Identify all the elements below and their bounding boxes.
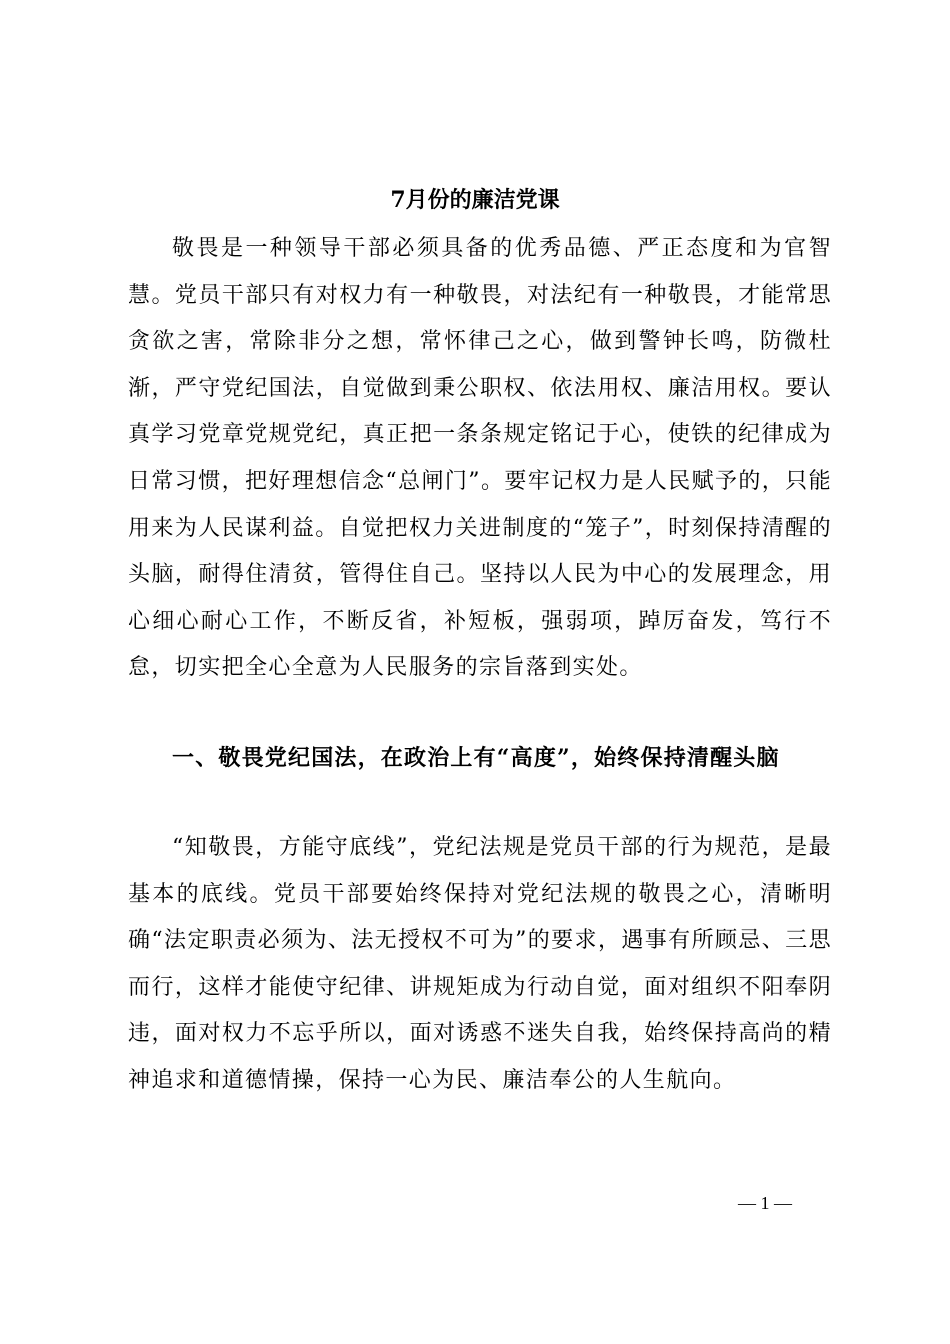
- section-paragraph: “知敬畏，方能守底线”，党纪法规是党员干部的行为规范，是最基本的底线。党员干部要始终保持对党纪法规的敬畏之心，清晰明确“法定职责必须为、法无授权不可为”的要求，遇事有所顾忌、三思而行，这样才能使守纪律、讲规矩成为行动自觉，面对组织不阳奉阴违，面对权力不忘乎所以，面对诱惑不迷失自我，始终保持高尚的精神追求和道德情操，保持一心为民、廉洁奉公的人生航向。: [128, 835, 832, 1093]
- section-paragraph-block: [128, 825, 832, 1105]
- intro-paragraph: 敬畏是一种领导干部必须具备的优秀品德、严正态度和为官智慧。党员干部只有对权力有一种敬畏，对法纪有一种敬畏，才能常思贪欲之害，常除非分之想，常怀律己之心，做到警钟长鸣，防微杜渐，严守党纪国法，自觉做到秉公职权、依法用权、廉洁用权。要认真学习党章党规党纪，真正把一条条规定铭记于心，使铁的纪律成为日常习惯，把好理想信念“总闸门”。要牢记权力是人民赋予的，只能用来为人民谋利益。自觉把权力关进制度的“笼子”，时刻保持清醒的头脑，耐得住清贫，管得住自己。坚持以人民为中心的发展理念，用心细心耐心工作，不断反省，补短板，强弱项，踔厉奋发，笃行不怠，切实把全心全意为人民服务的宗旨落到实处。: [128, 236, 832, 681]
- section-heading: 一、敬畏党纪国法，在政治上有“高度”，始终保持清醒头脑: [172, 745, 780, 771]
- page-number: — 1 —: [738, 1193, 792, 1213]
- intro-paragraph-block: [128, 226, 832, 692]
- document-title: 7月份的廉洁党课: [390, 187, 560, 213]
